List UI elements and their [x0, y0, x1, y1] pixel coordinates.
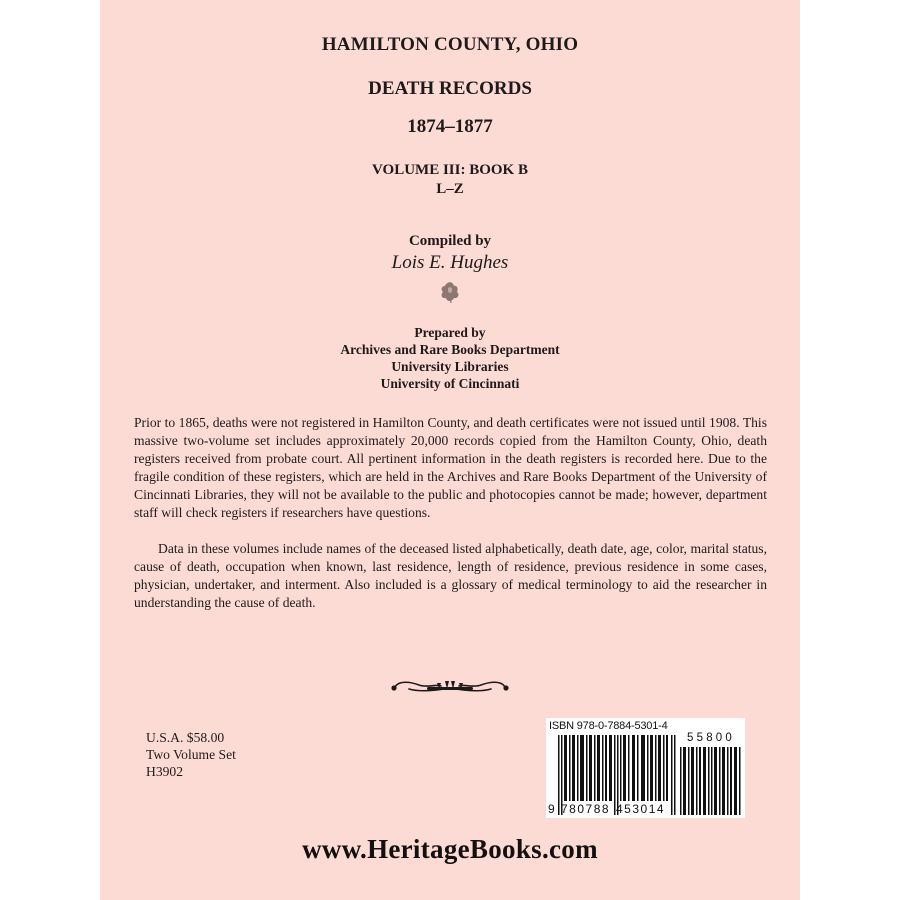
barcode-addon-bars-icon [680, 747, 742, 815]
barcode-digits-left: 780788 [561, 802, 611, 816]
scroll-ornament-icon [389, 676, 511, 696]
volume-label: VOLUME III: BOOK B [372, 162, 528, 178]
set-description: Two Volume Set [146, 747, 236, 762]
barcode-digits-right: 453014 [616, 802, 666, 816]
product-code: H3902 [146, 764, 184, 779]
title-years: 1874–1877 [407, 116, 493, 137]
fleuron-icon [439, 280, 461, 304]
barcode-digit-first: 9 [548, 802, 557, 816]
price: U.S.A. $58.00 [146, 730, 225, 745]
publisher-website: www.HeritageBooks.com [302, 834, 598, 864]
compiled-by-label: Compiled by [408, 233, 492, 249]
isbn-label: ISBN 978-0-7884-5301-4 [549, 720, 668, 732]
title-records: DEATH RECORDS [368, 78, 532, 99]
book-back-cover [100, 0, 800, 900]
prepared-by-university: University of Cincinnati [380, 376, 520, 391]
alphabet-range: L–Z [436, 181, 464, 197]
isbn-barcode [546, 718, 745, 818]
prepared-by-label: Prepared by [414, 325, 486, 340]
barcode-addon-digits: 55800 [687, 732, 735, 744]
prepared-by-libraries: University Libraries [391, 359, 509, 374]
description-paragraph-1: Prior to 1865, deaths were not registered in Hamilton County, and death certificates were not issued until 1908. This massive two-volume set includes approximately 20,000 records copied from the Hamilton County, Ohio, death registers received from probate court. All pertinent information in the death registers is recorded here. Due to the fragile condition of these registers, which are held in the Archives and Rare Books Department of the University of Cincinnati Libraries, they will not be available to the public and photocopies cannot be made; however, department staff will check registers if researchers have questions. [134, 415, 767, 520]
description-paragraph-2: Data in these volumes include names of the deceased listed alphabetically, death date, age, color, marital status, cause of death, occupation when known, last residence, length of residence, previous residence in some cases, physician, undertaker, and interment. Also included is a glossary of medical terminology to aid the researcher in understanding the cause of death. [134, 541, 767, 610]
title-county: HAMILTON COUNTY, OHIO [321, 34, 579, 55]
prepared-by-department: Archives and Rare Books Department [340, 342, 560, 357]
author-name: Lois E. Hughes [391, 252, 509, 273]
